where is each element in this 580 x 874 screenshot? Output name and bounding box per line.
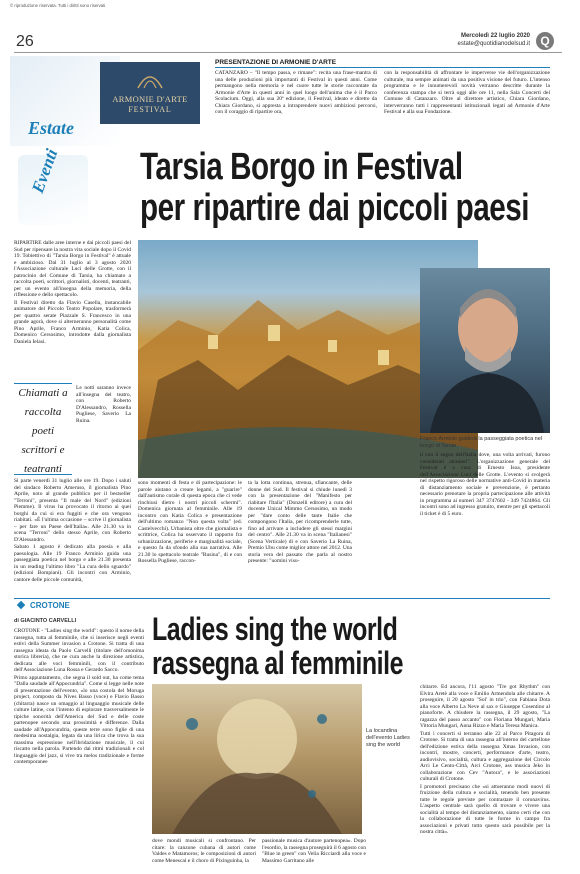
tarsia-p5: Sabato 1 agosto è dedicato alla poesia e alla paesologia. Alle 19 Franco Arminio guida una passeggiata poetica nel borgo e alle 21.30 presenta in un reading l'ultimo libro "La cura dello sguardo" (edizioni Bompiani). Gli incontri con Arminio, cantore delle piccole comunità, <box>14 544 131 583</box>
header-email: estate@quotidianodelsud.it <box>457 41 530 47</box>
crotone-col4-p1: chitarre. Ed ancora, l'11 agosto "Tre got Rhythm" con Elvira Aretè alla voce e Emilio Armendola alle chitarre. A proseguire, il 20 agosto "Sol' in trio", con Fabiana Dota alla voce Alberto La Neve al sax e Giuseppe Cosentino al pianoforte. A chiudere la rassegna, il 29 agosto, "La ragazza del passo accanto" con Floriana Mungari, Maria Vittoria Mungari, Anna Rizzo e Maria Teresa Manica. <box>420 684 550 729</box>
crotone-poster <box>152 684 362 834</box>
page-number: 26 <box>16 33 34 50</box>
tarsia-p3: Le notti saranno invece all'insegna del teatro, con Roberto D'Alessandro, Rossella Pugliese, Saverio La Ruina. <box>76 385 131 424</box>
tarsia-col4-spacer <box>358 480 416 592</box>
armonie-logo-line2: FESTIVAL <box>128 105 172 114</box>
header-rule <box>14 52 562 53</box>
tarsia-col3: ta la lotta continua, strenua, sfiancante, delle donne del Sud. Il festival si chiude lunedì 3 con la presentazione del "Manifesto per riabitare l'Italia" (Donzelli editore) a cura del docente Unical Mimmo Cersosimo, un modo per "dare conto delle tante Italie che compongono l'Italia, per ricomprenderle tutte, fino ad arrivare a includere gli stessi margini del centro". Alle 21.30 va in scena "Italianesi" (Scena Verticale) di e con Saverio La Ruina, Premio Ubu come miglior attore nel 2012. Una storia vera del passato che parla al nostro presente: "uomini visu- <box>248 480 352 564</box>
tarsia-col4: ti con il sogno dell'Italia dove, una volta arrivati, furono considerati stranieri". L'organizzazione generale del Festival è a cura di Ernesto Isoa, presidente dell'Associazione Luci delle Grotte. L'evento si svolgerà nel rispetto rigoroso delle normative anti-Covid in materia di distanziamento sociale e prevenzione, è pertanto necessario prenotare la propria partecipazione alle attività in programma ai numeri 347 3747602 - 349 7424864. Gli incontri sono ad ingresso gratuito, mentre per gli spettacoli il ticket è di 5 euro. <box>420 452 550 517</box>
crotone-p1: CROTONE - "Ladies sing the world": questo il nome della rassegna, tutta al femminile, che si inserisce negli eventi estivi della Summer invasion a Crotone. Si tratta di una rassegna ideata da Paolo Carvelli (titolare dell'omonima storica libreria), che ne cura anche la direzione artistica, dedicata alle voci femminili, con il contributo dell'Associazione Luna Rossa e Gerardo Sacco. <box>14 628 144 673</box>
tarsia-pull-quote: Chiamati a raccolta poeti scrittori e teatranti <box>14 383 72 475</box>
armonie-col1: CATANZARO – "Il tempo passa, e rimane": recita una frase-mantra di una delle produzioni più importanti di Festival in questi anni. Come permangono nella memoria e nel cuore tutte le storie raccontate da Armonie d'Arte in questi anni in quel luogo dell'anima che è il Parco Scolacium. Oggi, alla sua 20ª edizione, il Festival, ideato e diretto da Chiara Giordano, si appresta a intraprendere nuovi ambiziosi percorsi, con il coraggio di ripartire ora, <box>215 70 377 115</box>
disclaimer: © riproduzione riservata. Tutti i diritti sono riservati <box>10 3 106 8</box>
tarsia-p2: Il Festival diretto da Flavio Casella, instancabile animatore del Piccolo Teatro Popolare, trasformerà per quattro serate Piazzale S. Francesco in una grande agorà, dove si alterneranno personalità come Pino Aprile, Franco Arminio, Katia Colica, Domenico Cersosimo, introdotte dalla giornalista Daniela Ielasi. <box>14 299 131 345</box>
crotone-col3: passionale musica d'autore partenopea». Dopo l'esordio, la rassegna proseguirà il 6 agosto con "Blue in green" con Velia Ricciardi alla voce e Massimo Garritano alle <box>262 838 366 864</box>
crotone-col1 <box>14 628 144 866</box>
armonie-col2: con la responsabilità di affrontare le imperverse vie dell'organizzazione culturale, ma sempre animati da una positiva visione del futuro. L'intenso programma e le innumerevoli novità verranno descritte durante la conferenza stampa che si terrà oggi alle ore 11, nella Sala Concerti del Comune di Catanzaro. Oltre al direttore artistico, Chiara Giordano, interverranno tutti i rappresentanti istituzionali legati ad Armonie d'Arte Festival e alla sua Fondazione. <box>384 70 550 115</box>
armonie-logo <box>100 62 200 124</box>
tarsia-col2: sono momenti di festa e di partecipazione: le parole aiutano a creare legami, a "guarire" dall'autismo corale di questa epoca che ci vede rinchiusi dietro i nostri piccoli schermi". Domenica giornata al femminile. Alle 19 incontro con Katia Colica e presentazione dell'ultimo romanzo "Non questa volta" (ed. Castelvecchi). Urbanista oltre che giornalista e scrittrice, Colica ha osservato il rapporto fra urbanizzazione, periferie e marginalità sociale, e questo fa da sfondo alla sua narrativa. Alle 21.30 lo spettacolo teatrale "Rusina", di e con Rossella Pugliese, raccon- <box>138 480 242 564</box>
tarsia-headline-line1: Tarsia Borgo in Festival <box>140 146 463 188</box>
crotone-headline-line1: Ladies sing the world <box>152 611 398 647</box>
header-date: Mercoledì 22 luglio 2020 <box>460 33 530 39</box>
crotone-col4-p2: Tutti i concerti si terranno alle 22 al Parco Pitagora di Crotone. Si tratta di una rassegna all'interno del cartellone dell'edizione estiva della rassegna Xmas Invasion, con incontri, mostre, concerti, performance d'arte, teatro, audiovisivo, socialità, cultura e aggregazione del Circolo Arci Le Cento-Città, Arci Crotone, ass musica Jeko in collaborazione con Cev "Autora", e le associazioni culturali di Crotone. <box>420 730 550 782</box>
crotone-byline: di GIACINTO CARVELLI <box>14 618 77 624</box>
crotone-poster-caption: La locandina dell'evento Ladies sing the world <box>366 728 410 748</box>
tarsia-p4: Si parte venerdì 31 luglio alle ore 19. Dopo i saluti del sindaco Roberto Ameruso, il giornalista Pino Aprile, noto al grande pubblico per il bestseller "Terroni", presenta "Il male del Nord" (edizioni Piemme). Il virus ha provocato il ritorno ai quei borghi da cui si era fuggiti e che ora vengono riabitati. «È l'ultima occasione – scrive il giornalista – per fare un Paese dell'Italia». Alle 21.30 va in scena "Terroni" dello stesso Aprile, con Roberto D'Alessandro. <box>14 478 131 543</box>
armonie-rule <box>215 67 550 68</box>
newspaper-logo-icon: Q <box>536 32 554 50</box>
tarsia-p1: RIPARTIRE dalle aree interne e dai piccoli paesi del Sud per ripensare la nostra vita sociale dopo il Covid 19. Tobiettivo di "Tarsia Borgo in Festival" è attuale e ambizioso. Dal 31 luglio al 3 agosto 2020 l'Associazione culturale Luci delle Grotte, con il patrocinio del Comune di Tarsia, ha chiamato a raccolta poeti, scrittori, giornalisti, docenti, teatranti, per un evento all'insegna della memoria, della riflessione e dello spettacolo. <box>14 240 131 298</box>
eventi-label: Eventi <box>28 146 62 196</box>
crotone-headline-line2: rassegna al femminile <box>152 645 403 681</box>
crotone-bullet-icon <box>17 601 25 609</box>
crotone-section-label: CROTONE <box>30 601 70 610</box>
arminio-photo <box>420 268 550 433</box>
crotone-col4-p3: I promotori precisano che «si attueranno modi nuovi di fruizione della cultura e socialità, tenendo ben presente tutte le regole previste per contrastare il coronavirus. L'aspetto centrale sarà quello di trovare e vivere una socialità al tempo del distanziamento, siamo certi che con la collaborazione di tutte le forme in campo fra associazioni e privati tutto questo sarà possibile per la nostra città». <box>420 783 550 835</box>
tarsia-col1-top <box>14 240 131 382</box>
tarsia-col1-bottom <box>14 478 131 592</box>
estate-label: Estate <box>28 118 75 138</box>
armonie-logo-line1: ARMONIE D'ARTE <box>112 94 188 104</box>
crotone-col4 <box>420 684 550 868</box>
crotone-col2: dove mondi musicali si confrontano. Per citare: la canzone cubana di autori come Valdes e Matamoros; le composizioni di autori come Menescal e il choro di Pixinguinha, la <box>152 838 256 864</box>
crotone-rule <box>14 598 550 599</box>
tarsia-headline-line2: per ripartire dai piccoli paesi <box>140 187 530 229</box>
arminio-photo-caption: Franco Arminio guiderà la passeggiata poetica nel borgo di Tarsia <box>420 436 542 449</box>
crotone-p2: Primo appuntamento, che segna il sold out, ha come tema "Dalla saudade all'Appocundria". Come si legge nelle note di presentazione dell'evento, «lo una costola del Moruga project, composto da Nives Basso (voce) e Flavio Basso (chitarra) nasce un omaggio al linguaggio musicale delle culture latine, con l'intento di esplorare trasversalmente le tipiche sonorità dell'America del Sud e delle coste partenopee secondo una prossimità e differenze. Dalla saudade all'Appocundria, queste terre sono figlie di una medesima nostalgia, legata da una lirica che trova la sua massima espressione nell'ibridazione musicale, il cui riscatto nella parola. Partendo dai ritmi tradizionali e col linguaggio del jazz, si vive tra melos tradizionale e forme contemporanee <box>14 674 144 765</box>
armonie-kicker: PRESENTAZIONE DI ARMONIE D'ARTE <box>215 59 337 66</box>
armonie-emblem-icon <box>136 70 164 90</box>
